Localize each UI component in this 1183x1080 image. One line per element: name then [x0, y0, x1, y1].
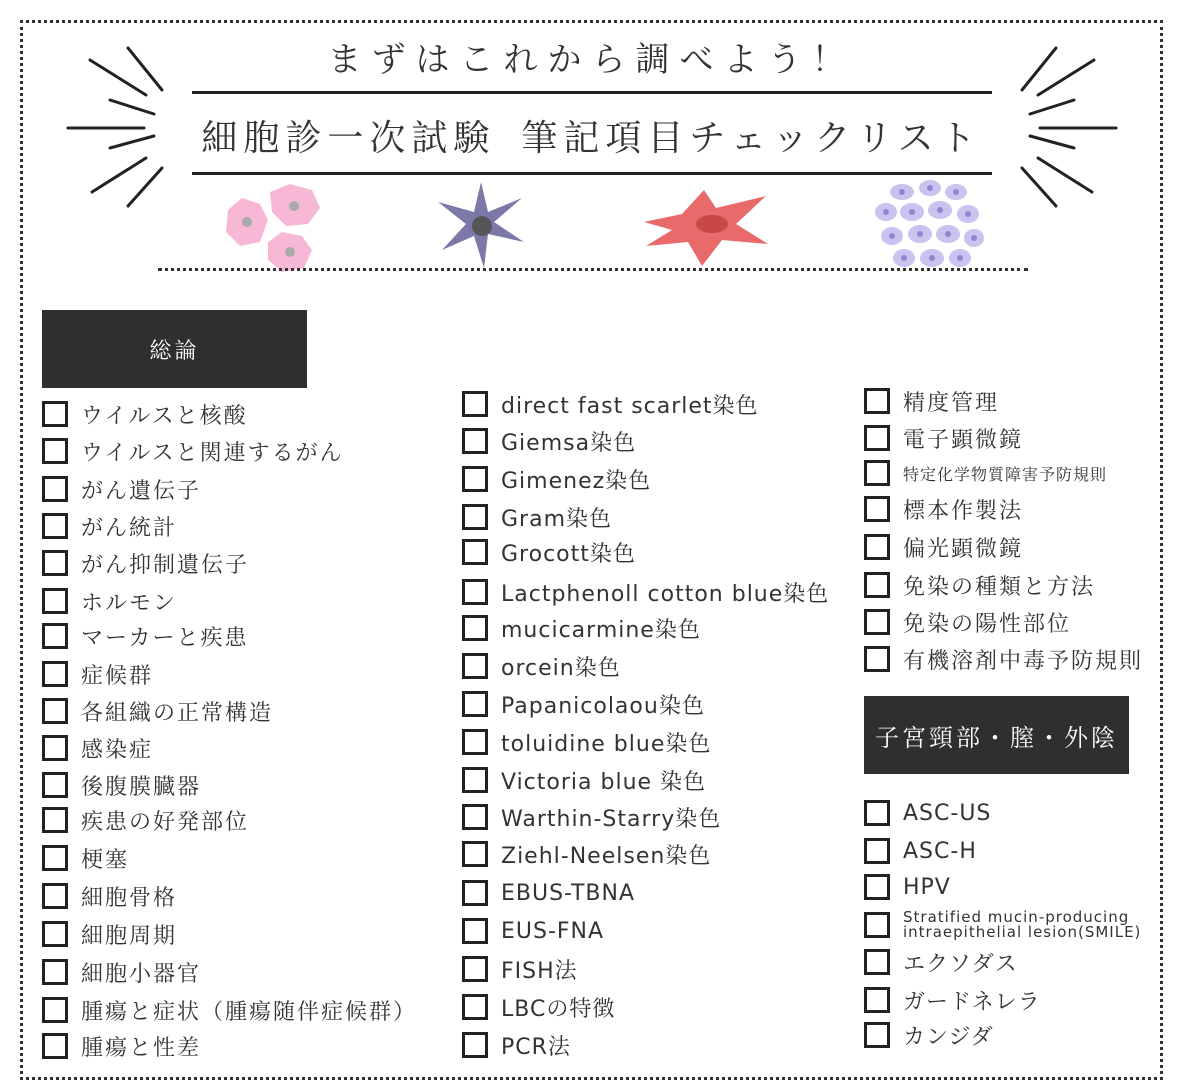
checklist-item-label: 各組織の正常構造: [81, 700, 274, 726]
pink-cells-icon: [220, 180, 340, 275]
checklist-item-label: Gram染色: [501, 506, 613, 532]
checklist-item[interactable]: [864, 872, 951, 902]
checkbox[interactable]: [462, 504, 488, 530]
checkbox[interactable]: [864, 460, 890, 486]
checklist-item-label: PCR法: [501, 1034, 571, 1060]
checklist-item[interactable]: [42, 511, 177, 541]
checklist-item[interactable]: [42, 1031, 201, 1061]
checklist-item[interactable]: [42, 881, 177, 911]
checklist-item[interactable]: [462, 839, 711, 869]
right-burst-icon: [1012, 40, 1122, 220]
checklist-item-label: orcein染色: [501, 655, 621, 681]
checkbox[interactable]: [864, 800, 890, 826]
checkbox[interactable]: [42, 921, 68, 947]
checklist-item[interactable]: [864, 458, 1107, 488]
checkbox[interactable]: [462, 653, 488, 679]
checkbox[interactable]: [462, 1032, 488, 1058]
checklist-item-label: マーカーと疾患: [81, 625, 249, 651]
checklist-item[interactable]: [864, 910, 1141, 940]
page-subtitle: まずはこれから調べよう！: [327, 40, 856, 80]
checklist-item-label: 腫瘍と性差: [81, 1035, 202, 1061]
checklist-item[interactable]: [462, 802, 721, 832]
checklist-item-label: 腫瘍と症状（腫瘍随伴症候群）: [81, 999, 418, 1025]
title-top-rule: [192, 91, 992, 94]
checklist-item-label: 細胞周期: [81, 923, 178, 949]
checkbox[interactable]: [42, 959, 68, 985]
header-divider: [158, 268, 1028, 271]
checklist-item[interactable]: [42, 586, 177, 616]
checkbox[interactable]: [42, 476, 68, 502]
checklist-item[interactable]: [864, 1020, 994, 1050]
checkbox[interactable]: [462, 994, 488, 1020]
checklist-item[interactable]: [462, 502, 612, 532]
checklist-item[interactable]: [42, 957, 201, 987]
checklist-item[interactable]: [42, 399, 248, 429]
checklist-item[interactable]: [42, 770, 201, 800]
checklist-item[interactable]: [462, 577, 829, 607]
checklist-item-label: 細胞小器官: [81, 961, 202, 987]
checklist-item-label: ASC-H: [903, 838, 977, 864]
checkbox[interactable]: [462, 391, 488, 417]
checkbox[interactable]: [864, 388, 890, 414]
checklist-item-label: Victoria blue 染色: [501, 769, 707, 795]
checklist-item-label: 疾患の好発部位: [81, 809, 250, 835]
checklist-item[interactable]: [864, 607, 1071, 637]
checklist-item[interactable]: [864, 423, 1023, 453]
checkbox[interactable]: [462, 767, 488, 793]
checklist-item[interactable]: [864, 532, 1023, 562]
checklist-item[interactable]: [462, 727, 711, 757]
checklist-item[interactable]: [462, 426, 636, 456]
purple-star-cell-icon: [436, 180, 526, 270]
checkbox[interactable]: [462, 880, 488, 906]
checklist-item[interactable]: [462, 1030, 571, 1060]
checklist-item[interactable]: [462, 613, 701, 643]
checklist-item[interactable]: [864, 644, 1143, 674]
checklist-item[interactable]: [462, 464, 651, 494]
checklist-item-label: 有機溶剤中毒予防規則: [903, 648, 1144, 674]
checklist-item-label: ガードネレラ: [903, 989, 1041, 1015]
checklist-item[interactable]: [42, 843, 129, 873]
checklist-item[interactable]: [462, 537, 636, 567]
checkbox[interactable]: [42, 661, 68, 687]
checkbox[interactable]: [864, 609, 890, 635]
checkbox[interactable]: [864, 572, 890, 598]
checkbox[interactable]: [864, 912, 890, 938]
checkbox[interactable]: [462, 956, 488, 982]
checklist-item[interactable]: [42, 436, 344, 466]
checklist-item-label: 細胞骨格: [81, 885, 178, 911]
checklist-item[interactable]: [864, 570, 1095, 600]
title-right: 筆記項目チェックリスト: [521, 118, 982, 159]
checklist-item-label: ウイルスと核酸: [81, 403, 248, 429]
checklist-item-label: toluidine blue染色: [501, 731, 712, 757]
checkbox[interactable]: [864, 425, 890, 451]
checklist-item[interactable]: [462, 992, 615, 1022]
checklist-item-label: Ziehl-Neelsen染色: [501, 843, 712, 869]
checkbox[interactable]: [42, 550, 68, 576]
checklist-item-label: ホルモン: [81, 590, 178, 616]
checkbox[interactable]: [462, 579, 488, 605]
checkbox[interactable]: [42, 883, 68, 909]
checkbox[interactable]: [864, 987, 890, 1013]
title-left: 細胞診一次試験: [201, 118, 496, 159]
checkbox[interactable]: [864, 838, 890, 864]
checklist-item-label: EBUS-TBNA: [501, 880, 636, 906]
checkbox[interactable]: [42, 1033, 68, 1059]
checkbox[interactable]: [42, 735, 68, 761]
checklist-item-label: Grocott染色: [501, 541, 636, 567]
checklist-item-label: ウイルスと関連するがん: [81, 440, 344, 466]
checklist-item-label: 精度管理: [903, 390, 1000, 416]
checklist-item-label: EUS-FNA: [501, 918, 605, 944]
checklist-item[interactable]: [42, 995, 417, 1025]
checklist-item-label: mucicarmine染色: [501, 617, 701, 643]
checklist-item[interactable]: [42, 696, 273, 726]
checkbox[interactable]: [462, 466, 488, 492]
checklist-item[interactable]: [462, 954, 578, 984]
checklist-item-label: HPV: [903, 874, 951, 900]
checklist-item[interactable]: [42, 733, 153, 763]
checklist-item[interactable]: [462, 765, 706, 795]
checklist-item-label: 梗塞: [81, 847, 130, 873]
checklist-item[interactable]: [864, 947, 1018, 977]
checklist-item-label: Lactphenoll cotton blue染色: [501, 581, 830, 607]
page-title: [0, 110, 1183, 161]
checkbox[interactable]: [462, 804, 488, 830]
checkbox[interactable]: [864, 1022, 890, 1048]
checklist-item-label: 偏光顕微鏡: [903, 536, 1024, 562]
checkbox[interactable]: [864, 496, 890, 522]
checklist-item[interactable]: [42, 659, 153, 689]
checkbox[interactable]: [462, 428, 488, 454]
checklist-item-label: ASC-US: [903, 800, 992, 826]
checkbox[interactable]: [864, 534, 890, 560]
checkbox[interactable]: [42, 623, 68, 649]
checklist-item-label: 電子顕微鏡: [903, 427, 1024, 453]
checklist-item-label: がん統計: [81, 515, 178, 541]
checklist-item-label: Papanicolaou染色: [501, 693, 705, 719]
checklist-item[interactable]: [42, 548, 249, 578]
cell-cluster-icon: [872, 178, 987, 276]
left-burst-icon: [62, 40, 172, 220]
checklist-item-label: 標本作製法: [903, 498, 1024, 524]
checklist-item[interactable]: [864, 836, 977, 866]
checkbox[interactable]: [42, 807, 68, 833]
checkbox[interactable]: [42, 698, 68, 724]
checklist-item[interactable]: [462, 689, 705, 719]
checklist-item-label: Giemsa染色: [501, 430, 637, 456]
checklist-item-label: 感染症: [81, 737, 154, 763]
checklist-item[interactable]: [42, 919, 177, 949]
checklist-item[interactable]: [864, 386, 999, 416]
checkbox[interactable]: [42, 513, 68, 539]
checkbox[interactable]: [462, 539, 488, 565]
title-bottom-rule: [192, 172, 992, 175]
checklist-item-label: 後腹膜臓器: [81, 774, 202, 800]
checklist-item-label: がん遺伝子: [81, 478, 202, 504]
checklist-item-label: FISH法: [501, 958, 578, 984]
checklist-item[interactable]: [462, 651, 621, 681]
checkbox[interactable]: [864, 646, 890, 672]
checkbox[interactable]: [42, 997, 68, 1023]
checklist-item-label: カンジダ: [903, 1024, 994, 1050]
checkbox[interactable]: [42, 845, 68, 871]
checklist-item-label: 免染の陽性部位: [903, 611, 1072, 637]
checklist-item-label: 特定化学物質障害予防規則: [903, 464, 1108, 484]
checklist-item-label: direct fast scarlet染色: [501, 393, 759, 419]
red-cell-icon: [642, 184, 772, 269]
checkbox[interactable]: [42, 588, 68, 614]
checklist-item[interactable]: [42, 805, 249, 835]
checkbox[interactable]: [462, 615, 488, 641]
checklist-item[interactable]: [864, 494, 1023, 524]
checklist-item-label: Warthin-Starry染色: [501, 806, 722, 832]
checkbox[interactable]: [462, 841, 488, 867]
checklist-item-label: エクソダス: [903, 951, 1018, 977]
section-header-general: 総論: [42, 310, 307, 388]
section-header-cervix: 子宮頸部・膣・外陰: [864, 696, 1129, 774]
checkbox[interactable]: [462, 729, 488, 755]
checkbox[interactable]: [462, 691, 488, 717]
checklist-item-label: LBCの特徴: [501, 996, 616, 1022]
checklist-item-label: 症候群: [81, 663, 154, 689]
checklist-item-label: 免染の種類と方法: [903, 574, 1096, 600]
checklist-item[interactable]: [864, 985, 1041, 1015]
checkbox[interactable]: [42, 438, 68, 464]
checklist-item[interactable]: [864, 798, 991, 828]
checklist-item-label: がん抑制遺伝子: [81, 552, 250, 578]
checklist-item[interactable]: [462, 878, 635, 908]
checklist-item-label: Gimenez染色: [501, 468, 652, 494]
checkbox[interactable]: [864, 949, 890, 975]
checkbox[interactable]: [42, 401, 68, 427]
checklist-item-label: Stratified mucin-producing intraepithelial lesion(SMILE): [903, 908, 1142, 941]
checkbox[interactable]: [462, 918, 488, 944]
checkbox[interactable]: [42, 772, 68, 798]
checklist-item[interactable]: [42, 474, 201, 504]
checklist-item[interactable]: [462, 916, 604, 946]
checkbox[interactable]: [864, 874, 890, 900]
checklist-item[interactable]: [42, 621, 249, 651]
checklist-item[interactable]: [462, 389, 759, 419]
